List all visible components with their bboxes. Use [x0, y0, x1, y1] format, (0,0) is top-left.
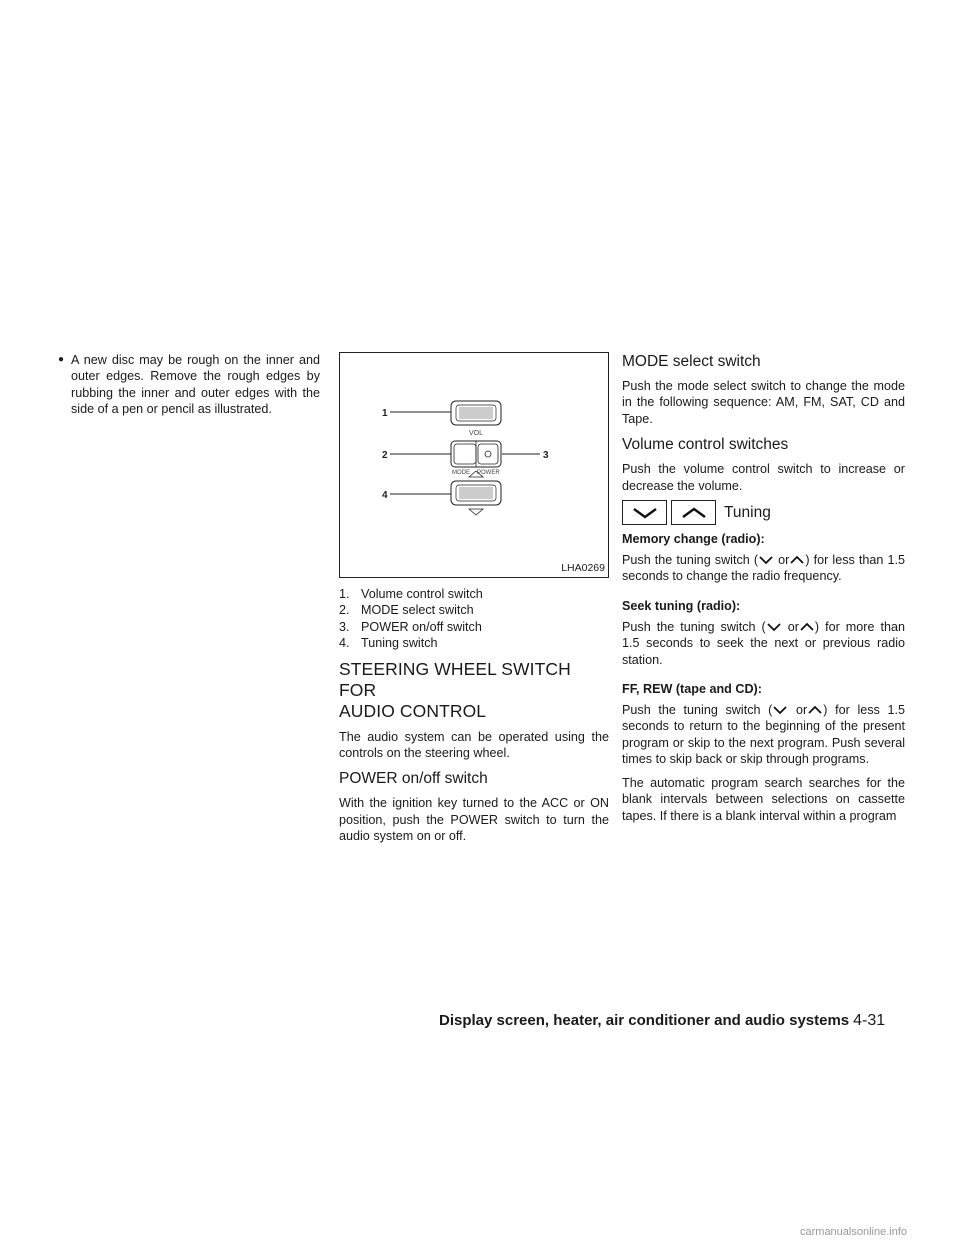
section-intro: The audio system can be operated using the controls on the steering wheel. [339, 729, 609, 761]
legend-item: 1. Volume control switch [339, 587, 483, 601]
chevron-up-icon [671, 500, 716, 525]
chevron-down-icon [622, 500, 667, 525]
callout-2: 2 [382, 450, 388, 461]
callout-3: 3 [543, 450, 549, 461]
seek-text: Push the tuning switch ( or ) for more than 1.5 seconds to seek the next or previous radio station. [622, 619, 905, 667]
vol-label: VOL [469, 430, 484, 437]
callout-4: 4 [382, 490, 388, 501]
figure-legend [339, 586, 609, 652]
memory-text: Push the tuning switch ( or ) for less than 1.5 seconds to change the radio frequency. [622, 553, 905, 584]
chevron-up-icon [799, 622, 815, 632]
bullet-text: A new disc may be rough on the inner and outer edges. Remove the rough edges by rubbing the inner and outer edges with the side of a pen or pencil as illustrated. [71, 353, 320, 417]
chevron-down-icon [766, 622, 782, 632]
legend-item: 3. POWER on/off switch [339, 619, 482, 634]
memory-heading: Memory change (radio): [622, 532, 765, 547]
footer-title: Display screen, heater, air conditioner and audio systems [439, 1012, 850, 1029]
section-title: STEERING WHEEL SWITCH FOR AUDIO CONTROL [339, 658, 571, 721]
chevron-down-icon [772, 705, 788, 715]
volume-heading: Volume control switches [622, 436, 789, 454]
page-footer [439, 1012, 909, 1030]
power-text: With the ignition key turned to the ACC or ON position, push the POWER switch to turn the audio system on or off. [339, 796, 609, 844]
volume-text: Push the volume control switch to increase or decrease the volume. [622, 462, 905, 493]
steering-switch-figure [339, 352, 609, 578]
tuning-heading-row [622, 500, 905, 525]
mode-text: Push the mode select switch to change the mode in the following sequence: AM, FM, SAT, CD and Tape. [622, 379, 905, 426]
bullet-item [58, 352, 320, 418]
steering-switch-diagram [340, 353, 608, 577]
legend-item: 4. Tuning switch [339, 636, 438, 651]
mode-label: MODE [452, 470, 470, 476]
mode-heading: MODE select switch [622, 353, 761, 370]
right-column [622, 352, 905, 824]
legend-item: 2. MODE select switch [339, 603, 474, 618]
power-heading: POWER on/off switch [339, 770, 488, 788]
chevron-up-icon [807, 705, 823, 715]
seek-heading: Seek tuning (radio): [622, 598, 741, 613]
chevron-up-icon [789, 555, 805, 565]
ffrew-heading: FF, REW (tape and CD): [622, 682, 762, 697]
chevron-down-icon [758, 555, 774, 565]
tuning-heading: Tuning [724, 503, 771, 521]
page-number: 4-31 [853, 1012, 886, 1029]
watermark: carmanualsonline.info [800, 1226, 908, 1238]
figure-code: LHA0269 [561, 562, 605, 574]
power-label: POWER [477, 470, 500, 476]
bullet-icon: ● [58, 354, 65, 365]
middle-column [339, 352, 609, 845]
ffrew-text: Push the tuning switch ( or ) for less 1.5 seconds to return to the beginning of the present program or skip to the next program. Push several times to skip back or skip through programs. [622, 703, 906, 767]
auto-search-text: The automatic program search searches for the blank intervals between selections on cassette tapes. If there is a blank interval within a program [622, 775, 905, 823]
left-column [58, 352, 320, 418]
callout-1: 1 [382, 408, 388, 419]
